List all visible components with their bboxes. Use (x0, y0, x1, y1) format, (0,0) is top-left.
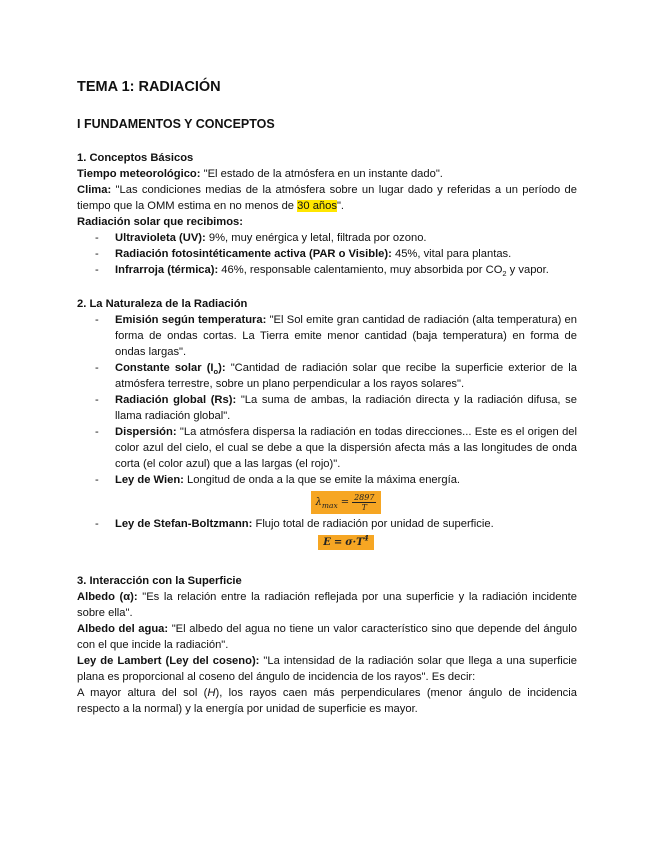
definition-text: "El albedo del agua no tiene un valor característico sino que depende del ángulo con el que incide la radiación". (77, 623, 577, 651)
item-label: Radiación fotosintéticamente activa (PAR o Visible): (115, 248, 392, 260)
item-label-end: ): (218, 362, 226, 374)
subscript: 2 (502, 269, 507, 279)
section-heading: 1. Conceptos Básicos (77, 152, 194, 164)
radiation-types-list (77, 230, 577, 278)
formula-equals: = (333, 537, 343, 548)
term-label: Ley de Lambert (Ley del coseno): (77, 655, 260, 667)
item-text: 46%, responsable calentamiento, muy absorbida por CO (218, 264, 503, 276)
item-label: Dispersión: (115, 426, 177, 438)
item-label: Radiación global (Rs): (115, 394, 237, 406)
item-text: 45%, vital para plantas. (391, 248, 512, 260)
section-heading: 3. Interacción con la Superficie (77, 575, 242, 587)
formula-box (311, 491, 382, 514)
item-label: Ley de Wien: (115, 474, 184, 486)
formula-equals: = (340, 497, 350, 508)
definition-text: "Es la relación entre la radiación reflejada por una superficie y la radiación incidente sobre ella". (77, 591, 577, 619)
wien-formula (115, 491, 577, 514)
formula-box (318, 535, 374, 550)
list-item-ley-wien (77, 472, 577, 514)
term-label: Albedo del agua: (77, 623, 169, 635)
paragraph-tiempo (77, 166, 577, 182)
formula-term: σ·T (345, 537, 364, 548)
definition-text-end: ". (336, 200, 345, 212)
document-content (77, 78, 577, 717)
formula-symbol: E (323, 537, 331, 548)
item-text: "La atmósfera dispersa la radiación en todas direcciones... Este es el origen del color azul del cielo, el cual se debe a que la dispersión afecta más a las longitudes de onda corta (el color azul) que a las largas (el rojo)". (115, 426, 577, 470)
paragraph-albedo-agua (77, 621, 577, 653)
definition-text: "La intensidad de la radiación solar que llega a una superficie plana es proporcional al coseno del ángulo de incidencia de los rayos". Es decir: (77, 655, 577, 683)
list-item-uv (77, 230, 577, 246)
formula-lhs (316, 497, 338, 508)
formula-superscript: 4 (363, 533, 369, 543)
paragraph-radiacion-solar (77, 214, 577, 230)
formula-rhs (345, 533, 369, 548)
definition-text: "Las condiciones medias de la atmósfera sobre un lugar dado y referidas a un período de tiempo que la OMM estima en no menos de (77, 184, 577, 212)
radiation-nature-list (77, 312, 577, 550)
section-naturaleza-radiacion (77, 296, 577, 550)
list-item-emision (77, 312, 577, 360)
term-label: Radiación solar que recibimos: (77, 216, 243, 228)
formula-symbol: λ (315, 497, 322, 508)
term-label: Clima: (77, 184, 112, 196)
list-item-stefan-boltzmann (77, 516, 577, 550)
stefan-formula (115, 535, 577, 550)
text-segment: A mayor altura del sol ( (77, 687, 208, 699)
italic-symbol: H (207, 687, 216, 699)
fraction-denominator: T (361, 503, 367, 512)
formula-fraction (352, 493, 376, 512)
subscript: o (213, 367, 219, 377)
item-label: Ultravioleta (UV): (115, 232, 206, 244)
part-title: I FUNDAMENTOS Y CONCEPTOS (77, 117, 275, 131)
item-text: "El Sol emite gran cantidad de radiación (alta temperatura) en forma de ondas cortas. La Tierra emite menor cantidad (baja temperatura) en forma de ondas largas". (115, 314, 577, 358)
item-text-end: y vapor. (506, 264, 549, 276)
text-segment: ), los rayos caen más perpendiculares (menor ángulo de incidencia respecto a la normal) y la energía por unidad de superficie es mayor. (77, 687, 577, 715)
item-text: Flujo total de radiación por unidad de superficie. (252, 518, 494, 530)
list-item-par (77, 246, 577, 262)
definition-text: "El estado de la atmósfera en un instante dado". (200, 168, 443, 180)
list-item-radiacion-global (77, 392, 577, 424)
term-label: Albedo (α): (77, 591, 138, 603)
item-text: "La suma de ambas, la radiación directa y la radiación difusa, se llama radiación global". (115, 394, 577, 422)
section-conceptos-basicos (77, 150, 577, 278)
item-label: Constante solar (I (115, 362, 214, 374)
list-item-constante-solar (77, 360, 577, 392)
list-item-dispersion (77, 424, 577, 472)
formula-subscript: max (321, 501, 338, 510)
item-text: Longitud de onda a la que se emite la máxima energía. (183, 474, 461, 486)
paragraph-ley-lambert (77, 653, 577, 685)
page-title: TEMA 1: RADIACIÓN (77, 79, 221, 95)
item-label: Ley de Stefan-Boltzmann: (115, 518, 253, 530)
highlighted-text: 30 años (297, 200, 337, 212)
item-text: "Cantidad de radiación solar que recibe la superficie exterior de la atmósfera terrestre, sobre un plano perpendicular a los rayos solares". (115, 362, 577, 390)
item-text: 9%, muy enérgica y letal, filtrada por ozono. (205, 232, 427, 244)
fraction-numerator: 2897 (354, 493, 375, 502)
section-heading: 2. La Naturaleza de la Radiación (77, 298, 248, 310)
paragraph-altura-sol (77, 685, 577, 717)
list-item-ir (77, 262, 577, 278)
paragraph-clima (77, 182, 577, 214)
term-label: Tiempo meteorológico: (77, 168, 201, 180)
section-interaccion-superficie (77, 573, 577, 717)
item-label: Emisión según temperatura: (115, 314, 267, 326)
paragraph-albedo (77, 589, 577, 621)
item-label: Infrarroja (térmica): (115, 264, 219, 276)
